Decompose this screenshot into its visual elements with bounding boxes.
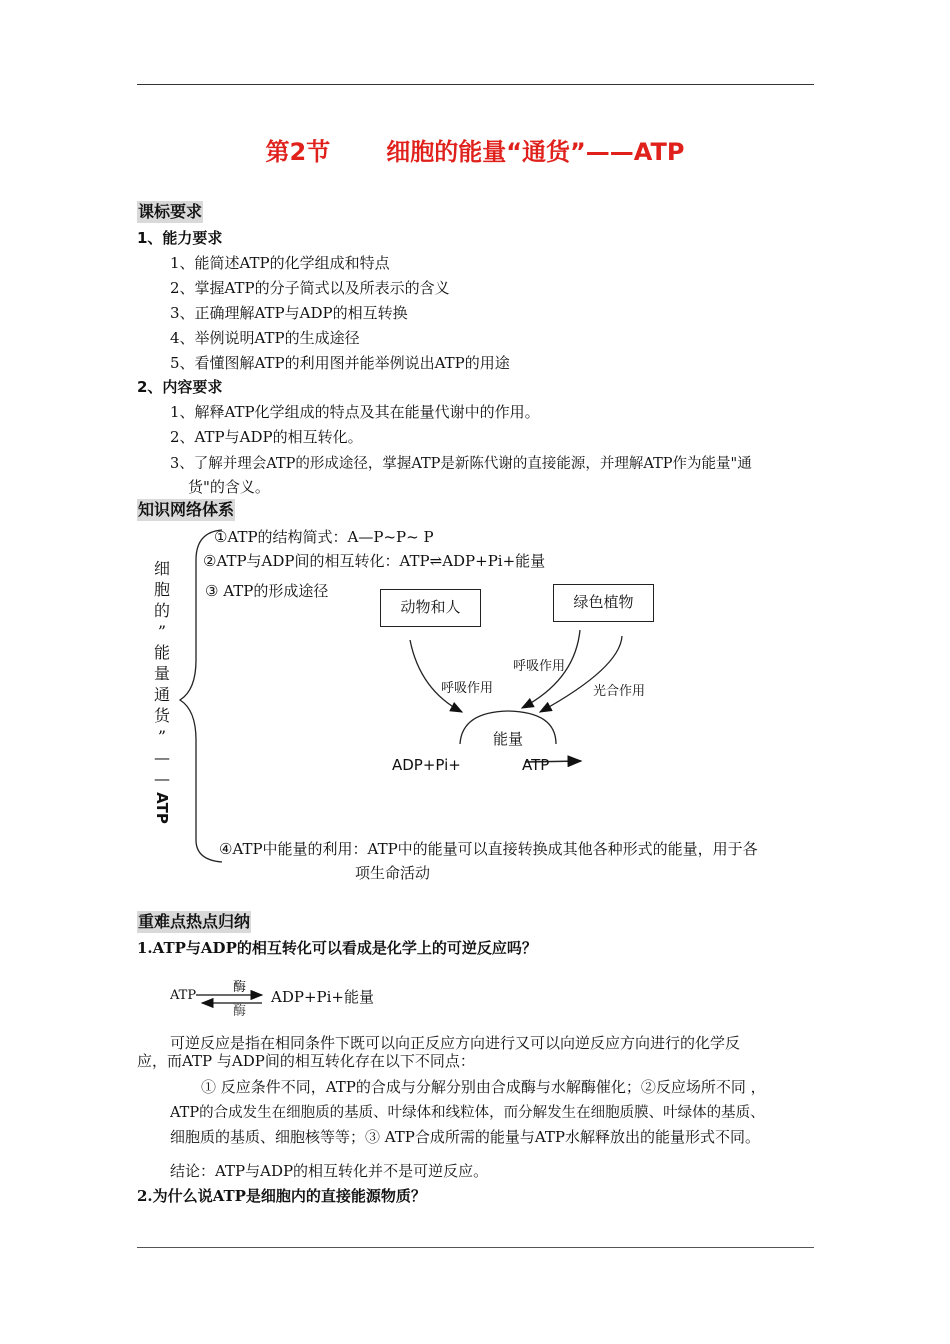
network-point-2: ②ATP与ADP间的相互转化：ATP⇌ADP+Pi+能量 <box>203 552 546 570</box>
ability-item-3: 3、正确理解ATP与ADP的相互转换 <box>170 304 408 322</box>
para1-line1: 可逆反应是指在相同条件下既可以向正反应方向进行又可以向逆反应方向进行的化学反 <box>170 1034 741 1052</box>
ability-requirements-label: 1、能力要求 <box>137 229 223 247</box>
bottom-rule <box>137 1247 814 1248</box>
vchar-3: 的 <box>153 601 170 620</box>
network-point-4-cont: 项生命活动 <box>355 864 431 882</box>
label-energy: 能量 <box>493 730 524 748</box>
reaction-enzyme-top: 酶 <box>233 980 247 995</box>
label-atp: ATP <box>522 756 550 774</box>
section-number: 第2节 <box>265 138 331 166</box>
content-item-3-cont: 货"的含义。 <box>188 478 270 496</box>
conclusion: 结论：ATP与ADP的相互转化并不是可逆反应。 <box>170 1162 489 1180</box>
content-item-2: 2、ATP与ADP的相互转化。 <box>170 428 363 446</box>
network-point-3: ③ ATP的形成途径 <box>205 582 329 600</box>
ability-item-5: 5、看懂图解ATP的利用图并能举例说出ATP的用途 <box>170 354 510 372</box>
vchar-10: — <box>154 748 170 767</box>
knowledge-network-heading: 知识网络体系 <box>138 500 235 519</box>
content-requirements-label: 2、内容要求 <box>137 378 223 396</box>
ability-item-2: 2、掌握ATP的分子简式以及所表示的含义 <box>170 279 450 297</box>
reaction-atp: ATP <box>170 988 197 1003</box>
box-plants-label: 绿色植物 <box>573 593 634 611</box>
label-respiration-left: 呼吸作用 <box>441 681 494 696</box>
ability-item-1: 1、能简述ATP的化学组成和特点 <box>170 254 390 272</box>
vchar-6: 量 <box>153 664 170 683</box>
vchar-1: 细 <box>153 559 170 578</box>
course-requirements-heading: 课标要求 <box>138 202 203 221</box>
question-1: 1.ATP与ADP的相互转化可以看成是化学上的可逆反应吗？ <box>137 939 537 957</box>
label-respiration-right: 呼吸作用 <box>513 659 566 674</box>
para2-line1: ① 反应条件不同，ATP的合成与分解分别由合成酶与水解酶催化；②反应场所不同 ， <box>201 1078 766 1096</box>
vchar-5: 能 <box>153 643 170 662</box>
network-point-4: ④ATP中能量的利用：ATP中的能量可以直接转换成其他各种形式的能量，用于各 <box>219 840 758 858</box>
vchar-11: — <box>154 769 170 788</box>
vchar-9: ” <box>157 727 167 746</box>
vchar-2: 胞 <box>153 580 170 599</box>
label-adp: ADP+Pi+ <box>392 756 461 774</box>
vchar-8: 货 <box>153 706 170 725</box>
label-photosynthesis: 光合作用 <box>593 684 646 699</box>
para2-line3: 细胞质的基质、细胞核等等；③ ATP合成所需的能量与ATP水解释放出的能量形式不同。 <box>170 1128 760 1146</box>
network-point-1: ①ATP的结构简式：A—P~P~ P <box>214 528 434 546</box>
para1-line2: 应，而ATP 与ADP间的相互转化存在以下不同点： <box>137 1052 475 1070</box>
question-2: 2.为什么说ATP是细胞内的直接能源物质？ <box>137 1187 426 1205</box>
reaction-products: ADP+Pi+能量 <box>271 988 374 1006</box>
ability-item-4: 4、举例说明ATP的生成途径 <box>170 329 360 347</box>
box-animals-label: 动物和人 <box>400 598 461 616</box>
key-points-heading: 重难点热点归纳 <box>138 912 251 931</box>
content-item-3: 3、了解并理会ATP的形成途径，掌握ATP是新陈代谢的直接能源，并理解ATP作为能量"通 <box>170 456 752 472</box>
vertical-label-atp: ATP <box>153 792 171 824</box>
vchar-7: 通 <box>153 685 170 704</box>
content-item-1: 1、解释ATP化学组成的特点及其在能量代谢中的作用。 <box>170 403 540 421</box>
reaction-enzyme-bottom: 酶 <box>233 1004 247 1019</box>
vchar-4: ” <box>157 622 167 641</box>
title-main: 细胞的能量“通货”——ATP <box>386 138 685 166</box>
para2-line2: ATP的合成发生在细胞质的基质、叶绿体和线粒体，而分解发生在细胞质膜、叶绿体的基质、 <box>170 1105 765 1121</box>
